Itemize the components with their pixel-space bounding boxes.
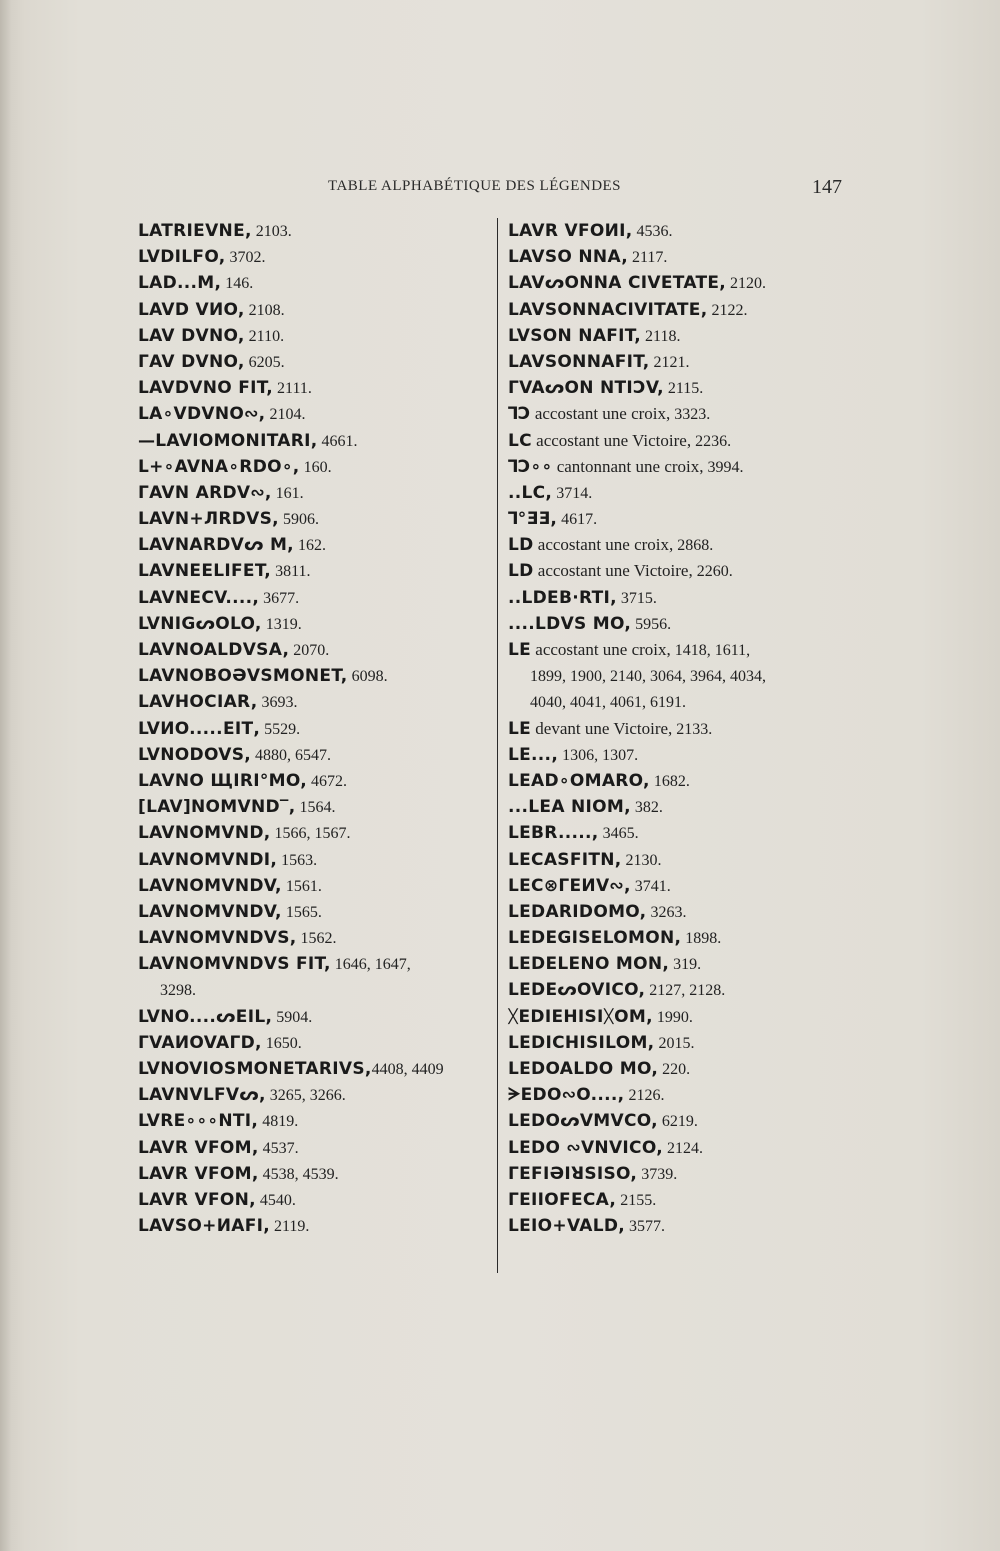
legend-text: LAVNOMVNDV, [138,901,282,922]
binding-edge [0,0,12,1551]
index-entry [508,1213,853,1239]
legend-text: ....LDVS MO, [508,613,632,634]
index-entry [508,1030,853,1056]
legend-text: LD [508,535,534,556]
index-entry-continuation [508,689,853,715]
index-entry [138,454,488,480]
reference-numbers: 3465. [598,825,639,843]
index-entry [508,1187,853,1213]
reference-numbers: 160. [299,458,332,476]
legend-text: ГEIIOFECA, [508,1189,617,1210]
legend-text: LVNOVIOSMONETARIVS, [138,1059,372,1079]
reference-numbers: 5906. [278,511,319,529]
reference-numbers: 1306, 1307. [558,746,639,764]
index-entry [138,585,488,611]
reference-numbers: 6098. [347,668,388,686]
entry-description: accostant une Victoire, [533,561,693,581]
index-entry [138,1187,488,1213]
reference-numbers: 4536. [632,223,673,240]
index-entry [138,375,488,401]
index-entry [138,716,488,742]
reference-numbers: 2118. [641,327,681,345]
reference-numbers: 3677. [259,589,300,607]
reference-numbers: 382. [630,799,663,817]
index-entry [138,558,488,584]
reference-numbers: 220. [658,1061,691,1078]
legend-text: LAVNOMVNDV, [138,875,282,896]
legend-text: LATRIEVNE, [138,221,252,241]
reference-numbers: 4538, 4539. [258,1165,339,1183]
legend-text: LVSON NAFIT, [508,325,642,346]
legend-text: LVNODOVS, [138,744,251,765]
legend-text: ᚷEDIEHISIᚷOM, [508,1006,653,1027]
entry-description: accostant une croix, [530,404,671,424]
reference-numbers: 319. [669,956,702,974]
legend-text: ГEFIƏIꓤSISO, [508,1163,638,1184]
index-entry [508,506,853,532]
index-entry [138,297,488,323]
entry-description: cantonnant une croix, [552,456,704,476]
reference-numbers: 1650. [261,1034,302,1052]
legend-text: LVИO.....ΕΙΤ, [138,718,261,739]
reference-numbers: 162. [293,537,326,555]
index-entry [508,873,853,899]
reference-numbers: 146. [221,275,254,293]
index-entry [508,375,853,401]
legend-text: LAVSONNAFIT, [508,351,650,372]
reference-numbers: 2119. [270,1218,310,1236]
legend-text: LAVSO NNA, [508,247,628,268]
legend-text: LAVHOCIAR, [138,692,258,713]
index-entry [508,951,853,977]
reference-numbers: 3715. [616,589,657,607]
reference-numbers: 1646, 1647, [330,956,411,974]
index-entry [508,218,853,244]
index-entry [508,716,853,742]
index-entry [138,794,488,820]
index-entry [508,1135,853,1161]
index-entry [138,1004,488,1030]
legend-text: LAVR VFOM, [138,1137,259,1158]
reference-numbers: 2236. [691,432,732,450]
legend-text: LEC⊗ГEИV∾, [508,875,631,896]
index-entry [138,663,488,689]
index-entry [508,899,853,925]
entry-description: accostant une Victoire, [531,430,692,450]
entry-description: devant une Victoire, [531,718,673,738]
legend-text: LD [508,561,534,582]
index-entry [508,323,853,349]
legend-text: LAVSO+ИAFI, [138,1216,271,1237]
reference-numbers: 6205. [244,353,285,371]
legend-text: ꓶ°ƎƎ, [508,509,558,530]
legend-text: LAVNOALDVSA, [138,640,290,660]
reference-numbers: 2121. [649,353,690,371]
index-entry [138,532,488,558]
legend-text: LE [508,718,532,739]
running-header [0,176,1000,206]
index-entry-continuation [508,663,853,689]
index-entry [508,820,853,846]
index-entry [508,270,853,296]
reference-numbers: 4617. [557,511,598,529]
reference-numbers: 2104. [265,406,306,424]
reference-numbers: 4537. [258,1139,299,1157]
legend-text: LAVNOMVNDI, [138,849,278,870]
reference-numbers: 3811. [271,563,311,581]
reference-numbers: 3702. [225,249,266,267]
reference-numbers: 3263. [646,903,687,921]
index-entry [138,689,488,715]
legend-text: LAVDVNO FIT, [138,378,274,399]
index-entry [138,768,488,794]
index-entry [508,1082,853,1108]
index-entry [508,977,853,1003]
legend-text: LAVR VFOИI, [508,221,633,241]
right-column [508,218,853,1239]
legend-text: LAVNOMVNDVS FIT, [138,954,331,975]
legend-text: LAVR VFON, [138,1189,256,1210]
reference-numbers: 3739. [637,1165,678,1183]
index-entry [508,794,853,820]
legend-text: LECASFITN, [508,849,622,870]
reference-numbers: 2124. [662,1139,703,1157]
legend-text: LAVNOBOƏVSMONET, [138,666,348,687]
reference-numbers: 2868. [673,537,714,555]
reference-numbers: 2127, 2128. [645,982,726,1000]
index-entry [508,1056,853,1082]
index-entry [508,558,853,584]
legend-text: LAD...M, [138,273,222,294]
legend-text: ГVAᔕON NTIƆV, [508,378,664,399]
reference-numbers: 1418, 1611, [670,642,751,659]
index-entry [138,428,488,454]
reference-numbers: 5904. [272,1008,313,1026]
reference-numbers: 4880, 6547. [251,746,331,764]
index-entry [508,1004,853,1030]
reference-numbers: 161. [271,484,304,502]
index-entry [138,1108,488,1134]
entry-description: accostant une croix, [531,640,671,659]
legend-text: LAVNOMVNDVS, [138,928,297,949]
reference-numbers: 2070. [289,642,330,659]
legend-text: LAVN+ЛRDVS, [138,509,279,530]
index-entry [508,454,853,480]
index-entry [508,428,853,454]
legend-text: ...LEA NIOM, [508,797,631,818]
legend-text: ГAV DVNO, [138,351,245,372]
legend-text: LAVNARDVᔕ M, [138,535,294,556]
reference-numbers: 1682. [649,772,690,790]
reference-numbers: 2115. [663,380,704,398]
index-entry-continuation [138,977,488,1003]
index-entry [138,847,488,873]
reference-numbers: 4819. [258,1113,299,1131]
index-entry [508,1161,853,1187]
legend-text: L+∘AVNA∘RDO∘, [138,456,300,477]
reference-numbers: 2110. [244,327,285,345]
reference-numbers: 4661. [317,432,358,450]
legend-text: LEDOᔕVMVCO, [508,1111,658,1132]
legend-text: ᗒEDO∾O...., [508,1085,625,1106]
legend-text: LE [508,640,532,660]
index-entry [138,218,488,244]
legend-text: LA∘VDVNO∾, [138,404,266,425]
column-divider [497,218,498,1273]
reference-numbers: 2015. [654,1034,695,1052]
legend-text: LVDILFO, [138,247,226,268]
index-entry [508,585,853,611]
index-entry [138,873,488,899]
index-entry [138,1056,488,1082]
legend-text: ꓶƆ [508,404,531,425]
index-entry [138,480,488,506]
reference-numbers: 3265, 3266. [265,1087,346,1105]
reference-numbers: 1563. [277,851,318,869]
legend-text: LEDARIDOMO, [508,901,647,922]
index-entry [508,611,853,637]
reference-numbers: 1899, 1900, 2140, 3064, 3964, 4034, [530,668,766,686]
reference-numbers: 1562. [296,930,337,948]
legend-text: LVRE∘∘∘NTI, [138,1111,259,1132]
reference-numbers: 4672. [307,772,348,790]
index-entry [138,925,488,951]
index-entry [508,925,853,951]
legend-text: ..LC, [508,482,553,503]
reference-numbers: 2103. [251,223,292,240]
legend-text: LVNO....ᔕEIL, [138,1006,273,1027]
legend-text: —LAVIOMONITARI, [138,430,318,451]
index-entry [138,951,488,977]
reference-numbers: 1990. [652,1008,693,1026]
entry-description: accostant une croix, [533,535,674,555]
reference-numbers: 2126. [624,1087,665,1105]
legend-text: LAVNECV...., [138,587,260,608]
index-entry [508,847,853,873]
reference-numbers: 2122. [707,301,748,319]
page-number: 147 [812,176,842,198]
legend-text: LAVNO ЩIRI°MO, [138,770,308,791]
legend-text: ГAVN ARDV∾, [138,482,272,503]
index-entry [138,820,488,846]
index-entry [138,1082,488,1108]
reference-numbers: 2260. [692,563,733,581]
legend-text: LEAD∘OMARO, [508,770,650,791]
reference-numbers: 3298. [160,982,196,1000]
reference-numbers: 2133. [672,720,713,738]
legend-text: ..LDEB·RTI, [508,587,617,608]
index-entry [138,611,488,637]
index-entry [508,244,853,270]
reference-numbers: 3714. [552,484,593,502]
legend-text: LAVSONNACIVITATE, [508,299,708,320]
legend-text: LAVᔕONNA CIVETATE, [508,273,727,294]
reference-numbers: 2111. [273,380,312,398]
index-entry [508,742,853,768]
legend-text: [LAV]NOMVND‾, [138,797,296,818]
legend-text: LAVNOMVND, [138,823,271,844]
index-entry [138,506,488,532]
reference-numbers: 1319. [261,615,302,633]
legend-text: LEDICHISILOM, [508,1032,655,1053]
reference-numbers: 2117. [628,249,668,267]
reference-numbers: 1561. [281,877,322,895]
index-entry [138,323,488,349]
legend-text: LEDEGISELOMON, [508,928,682,949]
legend-text: LEDEᔕOVICO, [508,980,646,1001]
legend-text: LC [508,430,532,451]
index-entry [508,480,853,506]
index-entry [508,637,853,663]
reference-numbers: 1898. [681,930,722,948]
index-entry [138,637,488,663]
index-entry [508,1108,853,1134]
legend-text: LAVR VFOM, [138,1163,259,1184]
index-entry [138,1213,488,1239]
reference-numbers: 1564. [295,799,336,817]
legend-text: LAVNEELIFET, [138,561,272,582]
reference-numbers: 3323. [670,406,711,424]
legend-text: LAVD VИO, [138,299,245,320]
reference-numbers: 2155. [616,1191,657,1209]
reference-numbers: 3741. [630,877,671,895]
legend-text: ꓶƆ∘∘ [508,456,553,477]
reference-numbers: 4540. [255,1191,296,1209]
reference-numbers: 3693. [257,694,298,712]
index-entry [138,349,488,375]
legend-text: LEDELENO MON, [508,954,670,975]
reference-numbers: 2108. [244,301,285,319]
legend-text: LEIO+VALD, [508,1216,626,1237]
index-entry [508,768,853,794]
index-entry [508,401,853,427]
index-entry [138,899,488,925]
legend-text: LAVNVLFVᔕ, [138,1085,266,1106]
reference-numbers: 4040, 4041, 4061, 6191. [530,694,686,712]
reference-numbers: 5529. [260,720,301,738]
reference-numbers: 4408, 4409 [371,1061,444,1078]
index-entry [138,401,488,427]
reference-numbers: 3577. [625,1218,666,1236]
reference-numbers: 1566, 1567. [270,825,351,843]
index-entry [138,1161,488,1187]
left-column [138,218,488,1239]
legend-text: LAV DVNO, [138,325,245,346]
legend-text: LE..., [508,744,559,765]
legend-text: LEDOALDO MO, [508,1059,659,1079]
index-entry [138,742,488,768]
index-entry [138,1030,488,1056]
reference-numbers: 2130. [621,851,662,869]
reference-numbers: 2120. [726,275,767,293]
reference-numbers: 1565. [281,903,322,921]
index-entry [138,244,488,270]
index-entry [138,1135,488,1161]
index-entry [508,349,853,375]
legend-text: LEDO ∾VNVICO, [508,1137,663,1158]
index-entry [138,270,488,296]
legend-text: LEBR....., [508,823,599,844]
running-title: TABLE ALPHABÉTIQUE DES LÉGENDES [328,178,622,194]
reference-numbers: 5956. [631,615,672,633]
index-entry [508,532,853,558]
legend-text: ГVAИOVAГD, [138,1032,262,1053]
index-entry [508,297,853,323]
reference-numbers: 3994. [703,458,744,476]
reference-numbers: 6219. [657,1113,698,1131]
legend-text: LVNIGᔕOLO, [138,613,262,634]
